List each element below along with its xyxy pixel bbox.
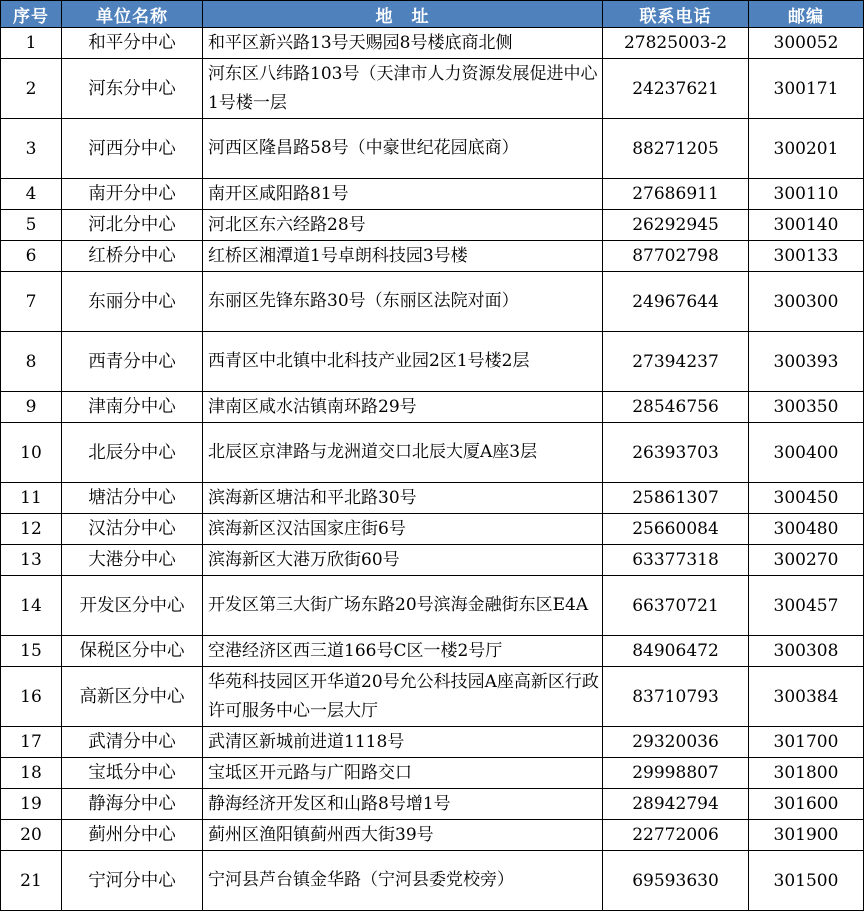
table-row <box>1 210 864 241</box>
cell-address: 蓟州区渔阳镇蓟州西大街39号 <box>203 820 603 851</box>
cell-phone: 22772006 <box>603 820 749 851</box>
cell-address: 河北区东六经路28号 <box>203 210 603 241</box>
table-row <box>1 514 864 545</box>
table-row <box>1 423 864 483</box>
cell-zip: 300270 <box>749 545 864 576</box>
cell-address: 河西区隆昌路58号（中豪世纪花园底商） <box>203 119 603 179</box>
cell-phone: 84906472 <box>603 636 749 667</box>
cell-address: 宝坻区开元路与广阳路交口 <box>203 758 603 789</box>
header-phone: 联系电话 <box>603 1 749 28</box>
cell-phone: 25660084 <box>603 514 749 545</box>
cell-address: 开发区第三大街广场东路20号滨海金融街东区E4A <box>203 576 603 636</box>
table-row <box>1 758 864 789</box>
cell-name: 武清分中心 <box>62 727 203 758</box>
cell-address: 滨海新区塘沽和平北路30号 <box>203 483 603 514</box>
cell-name: 河西分中心 <box>62 119 203 179</box>
cell-no: 18 <box>1 758 62 789</box>
table-row <box>1 28 864 59</box>
cell-name: 南开分中心 <box>62 179 203 210</box>
cell-zip: 300201 <box>749 119 864 179</box>
cell-name: 保税区分中心 <box>62 636 203 667</box>
cell-address: 东丽区先锋东路30号（东丽区法院对面） <box>203 272 603 332</box>
cell-zip: 300133 <box>749 241 864 272</box>
cell-phone: 27394237 <box>603 332 749 392</box>
cell-name: 津南分中心 <box>62 392 203 423</box>
cell-no: 15 <box>1 636 62 667</box>
cell-name: 红桥分中心 <box>62 241 203 272</box>
cell-address: 静海经济开发区和山路8号增1号 <box>203 789 603 820</box>
cell-no: 1 <box>1 28 62 59</box>
cell-address: 红桥区湘潭道1号卓朗科技园3号楼 <box>203 241 603 272</box>
header-no: 序号 <box>1 1 62 28</box>
cell-no: 9 <box>1 392 62 423</box>
cell-no: 12 <box>1 514 62 545</box>
cell-zip: 301600 <box>749 789 864 820</box>
table-row <box>1 483 864 514</box>
cell-zip: 301500 <box>749 851 864 911</box>
cell-phone: 66370721 <box>603 576 749 636</box>
cell-zip: 300400 <box>749 423 864 483</box>
cell-address: 津南区咸水沽镇南环路29号 <box>203 392 603 423</box>
table-row <box>1 820 864 851</box>
cell-name: 蓟州分中心 <box>62 820 203 851</box>
cell-zip: 300308 <box>749 636 864 667</box>
cell-address: 和平区新兴路13号天赐园8号楼底商北侧 <box>203 28 603 59</box>
cell-no: 8 <box>1 332 62 392</box>
cell-zip: 300350 <box>749 392 864 423</box>
cell-phone: 24967644 <box>603 272 749 332</box>
cell-name: 开发区分中心 <box>62 576 203 636</box>
cell-phone: 63377318 <box>603 545 749 576</box>
cell-address: 华苑科技园区开华道20号允公科技园A座高新区行政许可服务中心一层大厅 <box>203 667 603 727</box>
cell-zip: 301800 <box>749 758 864 789</box>
cell-zip: 300052 <box>749 28 864 59</box>
cell-no: 3 <box>1 119 62 179</box>
cell-name: 高新区分中心 <box>62 667 203 727</box>
cell-phone: 28942794 <box>603 789 749 820</box>
cell-zip: 300171 <box>749 59 864 119</box>
cell-zip: 300140 <box>749 210 864 241</box>
cell-name: 西青分中心 <box>62 332 203 392</box>
cell-name: 河北分中心 <box>62 210 203 241</box>
cell-zip: 300393 <box>749 332 864 392</box>
cell-phone: 29998807 <box>603 758 749 789</box>
cell-no: 7 <box>1 272 62 332</box>
cell-no: 17 <box>1 727 62 758</box>
cell-name: 汉沽分中心 <box>62 514 203 545</box>
cell-no: 2 <box>1 59 62 119</box>
cell-phone: 88271205 <box>603 119 749 179</box>
cell-phone: 28546756 <box>603 392 749 423</box>
table-body <box>1 28 864 911</box>
cell-name: 静海分中心 <box>62 789 203 820</box>
cell-phone: 27686911 <box>603 179 749 210</box>
cell-address: 空港经济区西三道166号C区一楼2号厅 <box>203 636 603 667</box>
cell-phone: 87702798 <box>603 241 749 272</box>
cell-zip: 301700 <box>749 727 864 758</box>
header-name: 单位名称 <box>62 1 203 28</box>
cell-no: 4 <box>1 179 62 210</box>
cell-phone: 27825003-2 <box>603 28 749 59</box>
cell-name: 河东分中心 <box>62 59 203 119</box>
table-row <box>1 545 864 576</box>
cell-address: 西青区中北镇中北科技产业园2区1号楼2层 <box>203 332 603 392</box>
cell-zip: 300384 <box>749 667 864 727</box>
table-row <box>1 272 864 332</box>
table-row <box>1 576 864 636</box>
cell-no: 10 <box>1 423 62 483</box>
table-row <box>1 332 864 392</box>
cell-no: 19 <box>1 789 62 820</box>
cell-no: 14 <box>1 576 62 636</box>
table-row <box>1 179 864 210</box>
table-row <box>1 119 864 179</box>
cell-name: 大港分中心 <box>62 545 203 576</box>
cell-name: 和平分中心 <box>62 28 203 59</box>
header-zip: 邮编 <box>749 1 864 28</box>
cell-phone: 25861307 <box>603 483 749 514</box>
cell-phone: 24237621 <box>603 59 749 119</box>
cell-phone: 29320036 <box>603 727 749 758</box>
table-row <box>1 392 864 423</box>
header-address: 地 址 <box>203 1 603 28</box>
cell-zip: 300300 <box>749 272 864 332</box>
table-row <box>1 241 864 272</box>
cell-no: 11 <box>1 483 62 514</box>
table-row <box>1 667 864 727</box>
cell-zip: 300450 <box>749 483 864 514</box>
cell-name: 宁河分中心 <box>62 851 203 911</box>
cell-no: 21 <box>1 851 62 911</box>
header-row <box>1 1 864 28</box>
cell-phone: 26393703 <box>603 423 749 483</box>
cell-name: 塘沽分中心 <box>62 483 203 514</box>
cell-zip: 300480 <box>749 514 864 545</box>
cell-no: 6 <box>1 241 62 272</box>
table-row <box>1 851 864 911</box>
cell-address: 南开区咸阳路81号 <box>203 179 603 210</box>
cell-address: 滨海新区大港万欣街60号 <box>203 545 603 576</box>
cell-zip: 300457 <box>749 576 864 636</box>
cell-address: 武清区新城前进道1118号 <box>203 727 603 758</box>
table-row <box>1 59 864 119</box>
table-row <box>1 727 864 758</box>
cell-name: 东丽分中心 <box>62 272 203 332</box>
cell-phone: 26292945 <box>603 210 749 241</box>
cell-name: 北辰分中心 <box>62 423 203 483</box>
cell-no: 13 <box>1 545 62 576</box>
cell-address: 宁河县芦台镇金华路（宁河县委党校旁） <box>203 851 603 911</box>
cell-address: 河东区八纬路103号（天津市人力资源发展促进中心1号楼一层 <box>203 59 603 119</box>
table-row <box>1 789 864 820</box>
cell-phone: 83710793 <box>603 667 749 727</box>
cell-zip: 300110 <box>749 179 864 210</box>
cell-name: 宝坻分中心 <box>62 758 203 789</box>
table-row <box>1 636 864 667</box>
cell-no: 5 <box>1 210 62 241</box>
cell-address: 北辰区京津路与龙洲道交口北辰大厦A座3层 <box>203 423 603 483</box>
cell-zip: 301900 <box>749 820 864 851</box>
cell-no: 16 <box>1 667 62 727</box>
cell-address: 滨海新区汉沽国家庄街6号 <box>203 514 603 545</box>
cell-no: 20 <box>1 820 62 851</box>
cell-phone: 69593630 <box>603 851 749 911</box>
